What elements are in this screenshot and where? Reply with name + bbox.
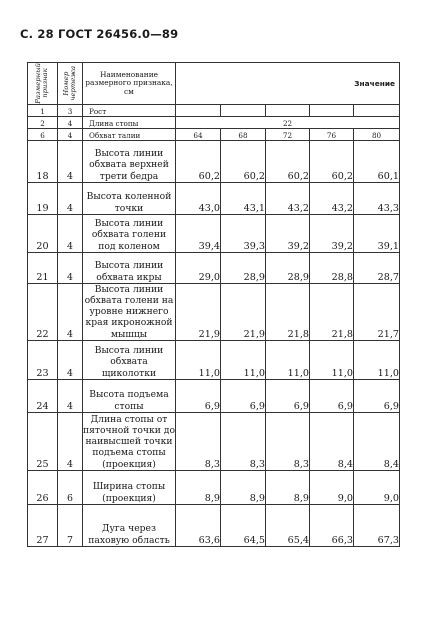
param-drawing-cell: 3 <box>58 104 83 116</box>
row-value-cell: 11,0 <box>354 340 400 379</box>
row-value-cell: 39,2 <box>266 214 310 252</box>
table-row <box>28 252 400 283</box>
row-code-cell: 22 <box>28 283 58 340</box>
row-value-cell: 9,0 <box>354 470 400 504</box>
table-header-row <box>28 63 400 105</box>
row-value-cell: 66,3 <box>310 504 354 546</box>
row-drawing-cell: 4 <box>58 182 83 214</box>
row-code-cell: 27 <box>28 504 58 546</box>
row-drawing-cell: 6 <box>58 470 83 504</box>
row-value-cell: 11,0 <box>221 340 266 379</box>
row-value-cell: 60,2 <box>310 140 354 182</box>
row-value-cell: 8,9 <box>176 470 221 504</box>
param-value-cell <box>354 104 400 116</box>
row-drawing-cell: 4 <box>58 252 83 283</box>
row-value-cell: 43,2 <box>310 182 354 214</box>
row-value-cell: 8,3 <box>266 412 310 470</box>
row-value-cell: 28,8 <box>310 252 354 283</box>
row-name-cell: Длина стопы от пяточной точки до наивысшей точки подъема стопы (проекция) <box>83 413 175 470</box>
param-row <box>28 104 400 116</box>
row-drawing-cell: 4 <box>58 283 83 340</box>
table-row <box>28 379 400 412</box>
header-values: Значение <box>176 63 400 105</box>
param-value-cell <box>221 104 266 116</box>
param-value-cell <box>310 104 354 116</box>
row-code-cell: 19 <box>28 182 58 214</box>
row-value-cell: 39,2 <box>310 214 354 252</box>
row-value-cell: 39,3 <box>221 214 266 252</box>
table-row <box>28 283 400 340</box>
row-value-cell: 8,4 <box>354 412 400 470</box>
row-value-cell: 67,3 <box>354 504 400 546</box>
row-value-cell: 6,9 <box>310 379 354 412</box>
param-code-cell: 2 <box>28 116 58 128</box>
param-row <box>28 128 400 140</box>
row-name-cell: Высота линии обхвата верхней трети бедра <box>83 140 176 182</box>
row-value-cell: 43,3 <box>354 182 400 214</box>
param-code-cell: 1 <box>28 104 58 116</box>
row-value-cell: 64,5 <box>221 504 266 546</box>
row-value-cell: 29,0 <box>176 252 221 283</box>
table-row <box>28 412 400 470</box>
row-drawing-cell: 4 <box>58 214 83 252</box>
row-value-cell: 8,9 <box>266 470 310 504</box>
row-value-cell: 28,9 <box>221 252 266 283</box>
row-value-cell: 28,9 <box>266 252 310 283</box>
row-value-cell: 60,1 <box>354 140 400 182</box>
row-value-cell: 39,1 <box>354 214 400 252</box>
row-value-cell: 39,4 <box>176 214 221 252</box>
table-row <box>28 340 400 379</box>
row-value-cell: 9,0 <box>310 470 354 504</box>
row-value-cell: 6,9 <box>221 379 266 412</box>
page-header: С. 28 ГОСТ 26456.0—89 <box>20 27 179 41</box>
row-name-cell: Высота коленной точки <box>83 182 176 214</box>
table-row <box>28 140 400 182</box>
row-code-cell: 21 <box>28 252 58 283</box>
param-drawing-cell: 4 <box>58 128 83 140</box>
row-value-cell: 6,9 <box>354 379 400 412</box>
row-code-cell: 26 <box>28 470 58 504</box>
row-value-cell: 60,2 <box>266 140 310 182</box>
row-name-cell: Высота линии обхвата голени на уровне нижнего края икроножной мышцы <box>83 283 176 340</box>
row-value-cell: 6,9 <box>176 379 221 412</box>
row-value-cell: 43,2 <box>266 182 310 214</box>
row-value-cell: 21,9 <box>221 283 266 340</box>
header-drawing: Номер чертежа <box>58 63 83 105</box>
table-row <box>28 470 400 504</box>
row-value-cell: 11,0 <box>266 340 310 379</box>
row-value-cell: 21,7 <box>354 283 400 340</box>
row-value-cell: 11,0 <box>176 340 221 379</box>
row-value-cell: 60,2 <box>221 140 266 182</box>
row-code-cell: 20 <box>28 214 58 252</box>
row-value-cell: 63,6 <box>176 504 221 546</box>
row-value-cell: 28,7 <box>354 252 400 283</box>
row-code-cell: 24 <box>28 379 58 412</box>
row-value-cell: 60,2 <box>176 140 221 182</box>
row-drawing-cell: 4 <box>58 379 83 412</box>
param-label-cell: Рост <box>83 104 176 116</box>
table-row <box>28 182 400 214</box>
table-row <box>28 504 400 546</box>
row-name-cell: Высота линии обхвата икры <box>83 252 176 283</box>
row-value-cell: 21,9 <box>176 283 221 340</box>
row-value-cell: 21,8 <box>310 283 354 340</box>
row-name-cell: Ширина стопы (проекция) <box>83 470 176 504</box>
row-drawing-cell: 4 <box>58 340 83 379</box>
row-value-cell: 65,4 <box>266 504 310 546</box>
row-drawing-cell: 7 <box>58 504 83 546</box>
param-value-cell <box>266 104 310 116</box>
param-code-cell: 6 <box>28 128 58 140</box>
param-value-cell: 80 <box>354 128 400 140</box>
param-value-cell: 68 <box>221 128 266 140</box>
dimensions-table <box>27 62 400 547</box>
row-value-cell: 21,8 <box>266 283 310 340</box>
param-label-cell: Обхват талии <box>83 128 176 140</box>
row-drawing-cell: 4 <box>58 412 83 470</box>
param-value-cell: 76 <box>310 128 354 140</box>
param-drawing-cell: 4 <box>58 116 83 128</box>
row-value-cell: 8,3 <box>221 412 266 470</box>
param-value-cell: 64 <box>176 128 221 140</box>
header-name: Наименование размерного признака, см <box>83 63 176 105</box>
table-row <box>28 214 400 252</box>
param-value-cell: 72 <box>266 128 310 140</box>
param-value-cell: 22 <box>176 116 400 128</box>
param-row <box>28 116 400 128</box>
row-name-cell: Высота линии обхвата голени под коленом <box>83 214 176 252</box>
row-drawing-cell: 4 <box>58 140 83 182</box>
row-code-cell: 23 <box>28 340 58 379</box>
row-value-cell: 11,0 <box>310 340 354 379</box>
param-label-cell: Длина стопы <box>83 116 176 128</box>
row-value-cell: 43,0 <box>176 182 221 214</box>
row-name-cell: Высота линии обхвата щиколотки <box>83 340 176 379</box>
row-value-cell: 8,9 <box>221 470 266 504</box>
row-value-cell: 8,4 <box>310 412 354 470</box>
row-code-cell: 18 <box>28 140 58 182</box>
row-code-cell: 25 <box>28 412 58 470</box>
row-value-cell: 8,3 <box>176 412 221 470</box>
row-name-cell: Дуга через паховую область <box>83 504 176 546</box>
row-name-cell: Высота подъема стопы <box>83 379 176 412</box>
param-value-cell <box>176 104 221 116</box>
row-value-cell: 43,1 <box>221 182 266 214</box>
row-value-cell: 6,9 <box>266 379 310 412</box>
header-code: Размерный признак <box>28 63 58 105</box>
